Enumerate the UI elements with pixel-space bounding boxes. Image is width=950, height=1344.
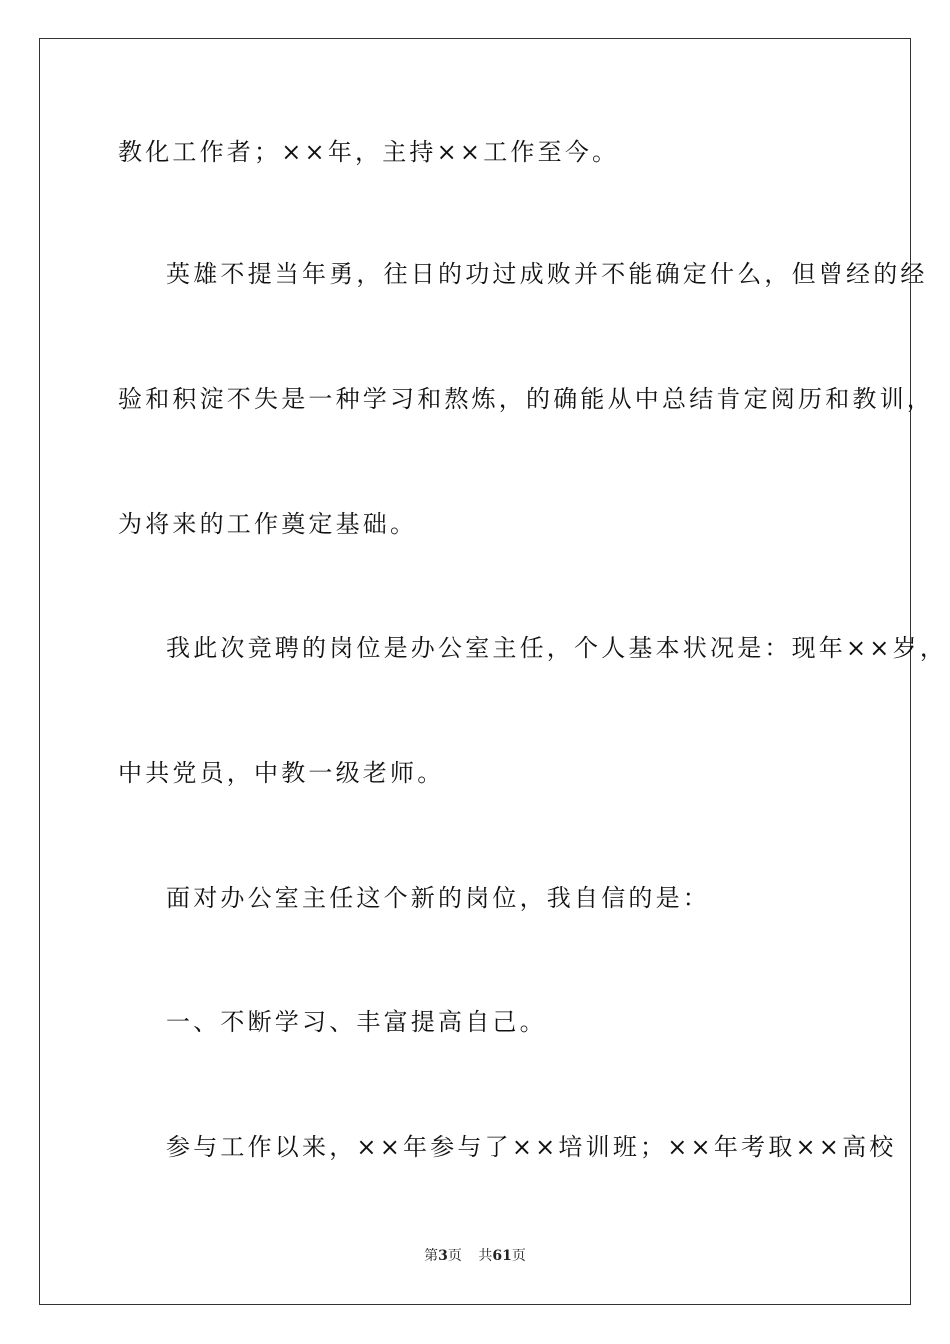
text-line-3: 验和积淀不失是一种学习和熬炼，的确能从中总结肯定阅历和教训， [118, 385, 934, 413]
text-line-7: 面对办公室主任这个新的岗位，我自信的是： [166, 884, 710, 912]
text-line-5: 我此次竞聘的岗位是办公室主任，个人基本状况是：现年××岁， [166, 634, 948, 662]
text-line-8: 一、不断学习、丰富提高自己。 [166, 1008, 547, 1036]
page-border [39, 38, 911, 1305]
total-pages-indicator: 共61页 [478, 1248, 526, 1264]
page-indicator: 第3页 [424, 1248, 462, 1264]
text-line-6: 中共党员，中教一级老师。 [118, 759, 445, 787]
text-line-2: 英雄不提当年勇，往日的功过成败并不能确定什么，但曾经的经 [166, 260, 928, 288]
page-footer [0, 1246, 950, 1266]
text-line-1: 教化工作者；××年，主持××工作至今。 [118, 138, 620, 166]
text-line-4: 为将来的工作奠定基础。 [118, 510, 418, 538]
text-line-9: 参与工作以来，××年参与了××培训班；××年考取××高校 [166, 1133, 897, 1161]
